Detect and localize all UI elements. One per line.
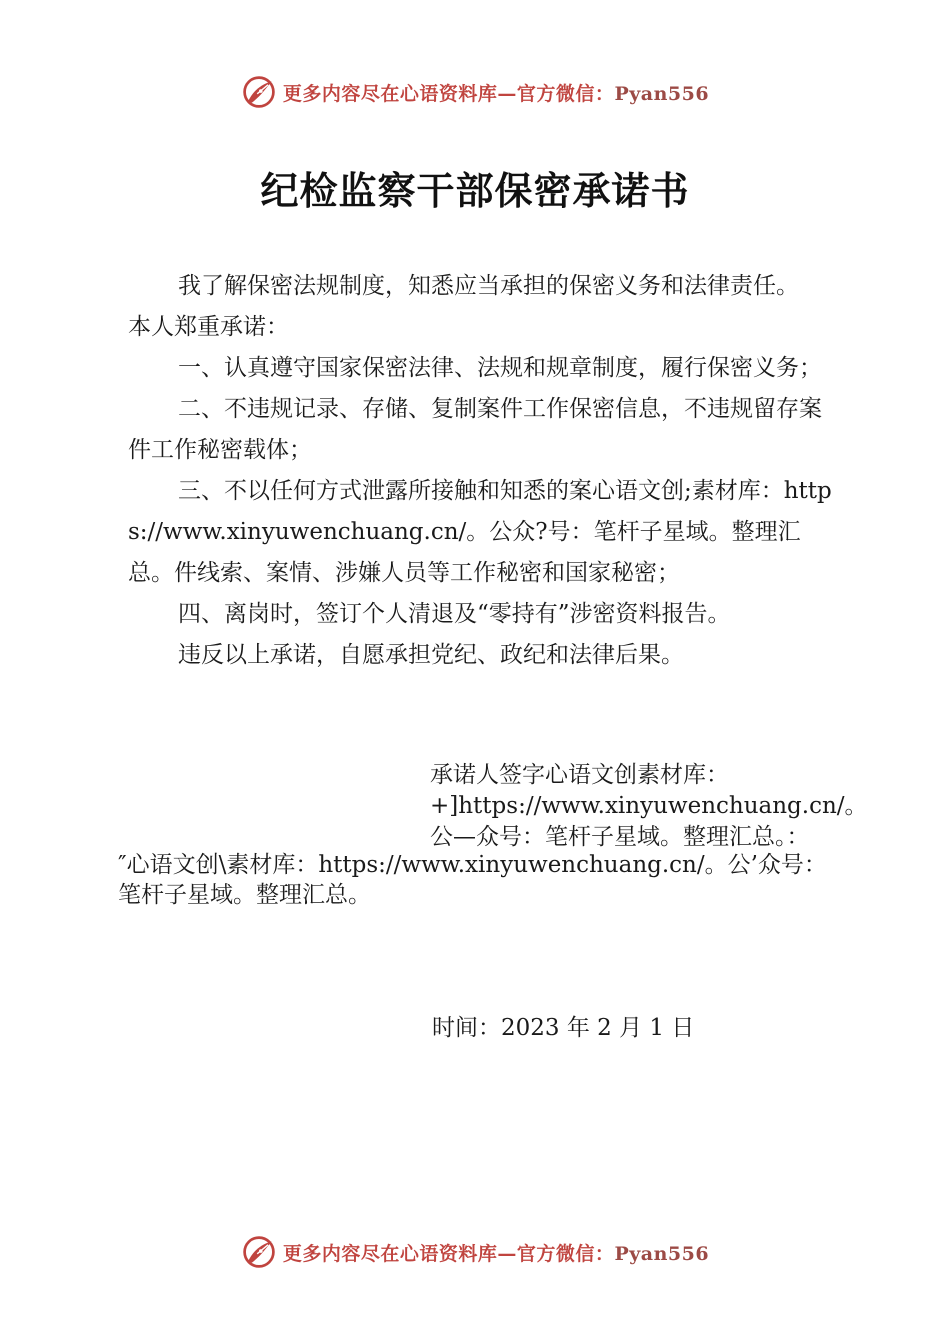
signature-block	[430, 760, 870, 853]
signature-line-2: +]https://www.xinyuwenchuang.cn/。	[430, 793, 868, 819]
banner-wechat-id: Pyan556	[614, 82, 710, 105]
header-banner	[0, 70, 950, 114]
paragraph-item-4: 四、离岗时，签订个人清退及“零持有”涉密资料报告。	[178, 601, 731, 627]
banner-text	[283, 79, 709, 106]
signature-tail	[118, 850, 878, 910]
paragraph-closing: 违反以上承诺，自愿承担党纪、政纪和法律后果。	[178, 642, 684, 668]
signature-line-3: 公—众号：笔杆子星域。整理汇总。：	[430, 824, 810, 850]
pen-nib-logo-icon	[241, 74, 277, 110]
paragraph-item-1: 一、认真遵守国家保密法律、法规和规章制度，履行保密义务；	[178, 355, 822, 381]
signature-line-4: ″心语文创\素材库：https://www.xinyuwenchuang.cn/。公’众号：	[118, 852, 827, 878]
signature-line-1: 承诺人签字心语文创素材库：	[430, 762, 729, 788]
paragraph-intro: 我了解保密法规制度，知悉应当承担的保密义务和法律责任。	[178, 273, 799, 299]
banner-wechat-id: Pyan556	[614, 1242, 710, 1265]
banner-slogan: 更多内容尽在心语资料库—官方微信：	[282, 82, 615, 105]
signing-date: 时间：2023 年 2 月 1 日	[432, 1015, 695, 1041]
footer-banner	[0, 1230, 950, 1274]
paragraph-pledge: 本人郑重承诺：	[128, 314, 289, 340]
pen-nib-logo-icon	[241, 1234, 277, 1270]
paragraph-item-2: 二、不违规记录、存储、复制案件工作保密信息，不违规留存案件工作秘密载体；	[128, 396, 822, 463]
signature-line-5: 笔杆子星域。整理汇总。	[118, 882, 371, 908]
banner-text	[283, 1239, 709, 1266]
document-body	[128, 266, 838, 676]
paragraph-item-3: 三、不以任何方式泄露所接触和知悉的案心语文创;素材库：https://www.xinyuwenchuang.cn/。公众?号：笔杆子星域。整理汇总。件线索、案情、涉嫌人员等工作秘密和国家秘密；	[128, 478, 832, 586]
document-title: 纪检监察干部保密承诺书	[260, 169, 690, 213]
banner-slogan: 更多内容尽在心语资料库—官方微信：	[282, 1242, 615, 1265]
